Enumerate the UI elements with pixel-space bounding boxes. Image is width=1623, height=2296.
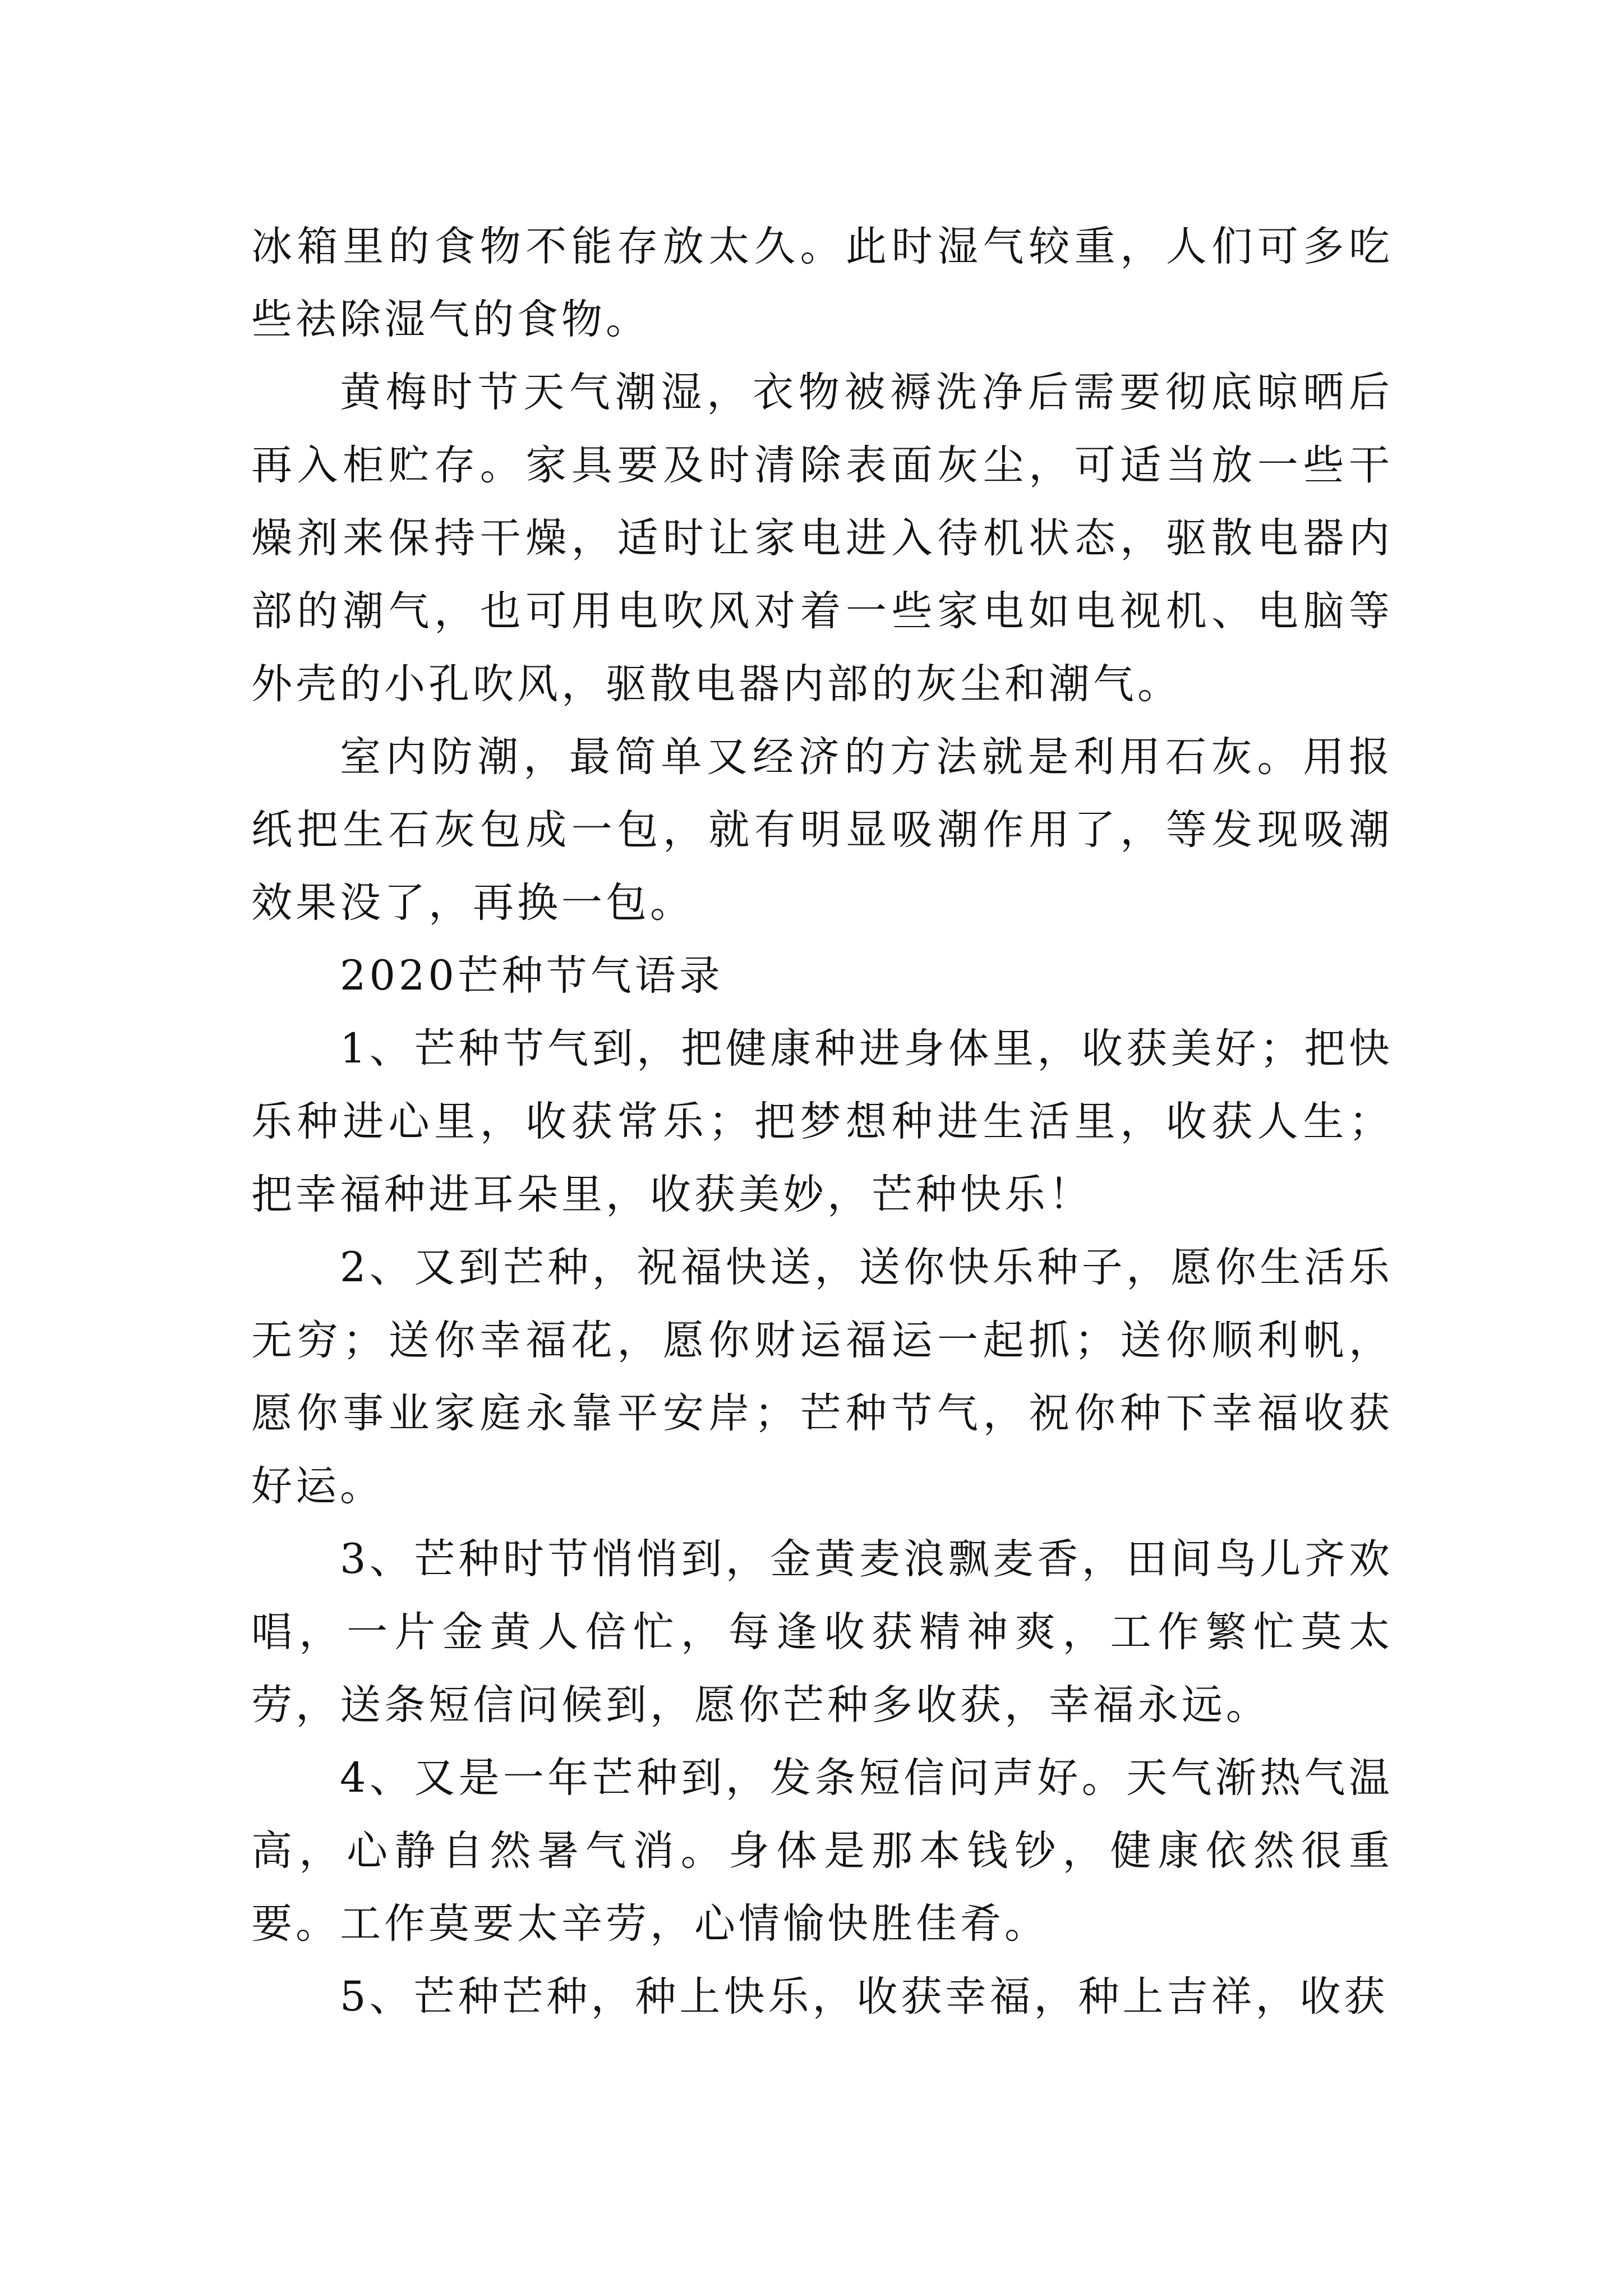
document-body [251,210,1393,2033]
quote-item: 5、芒种芒种，种上快乐，收获幸福，种上吉祥，收获 [340,1973,1389,2021]
quote-item: 1、芒种节气到，把健康种进身体里，收获美好；把快乐种进心里，收获常乐；把梦想种进生活里，收获人生；把幸福种进耳朵里，收获美妙，芒种快乐！ [251,1025,1393,1218]
paragraph-lime-dehumidify: 室内防潮，最简单又经济的方法就是利用石灰。用报纸把生石灰包成一包，就有明显吸潮作用了，等发现吸潮效果没了，再换一包。 [251,733,1393,927]
quote-item: 4、又是一年芒种到，发条短信问声好。天气渐热气温高，心静自然暑气消。身体是那本钱钞，健康依然很重要。工作莫要太辛劳，心情愉快胜佳肴。 [251,1754,1393,1948]
paragraph-humidity-care: 黄梅时节天气潮湿，衣物被褥洗净后需要彻底晾晒后再入柜贮存。家具要及时清除表面灰尘，可适当放一些干燥剂来保持干燥，适时让家电进入待机状态，驱散电器内部的潮气，也可用电吹风对着一些家电如电视机、电脑等外壳的小孔吹风，驱散电器内部的灰尘和潮气。 [251,369,1393,708]
quote-item: 3、芒种时节悄悄到，金黄麦浪飘麦香，田间鸟儿齐欢唱，一片金黄人倍忙，每逢收获精神爽，工作繁忙莫太劳，送条短信问候到，愿你芒种多收获，幸福永远。 [251,1535,1393,1729]
section-heading: 2020芒种节气语录 [340,952,723,1000]
quote-item: 2、又到芒种，祝福快送，送你快乐种子，愿你生活乐无穷；送你幸福花，愿你财运福运一起抓；送你顺利帆，愿你事业家庭永靠平安岸；芒种节气，祝你种下幸福收获好运。 [251,1244,1393,1510]
paragraph-food-storage: 冰箱里的食物不能存放太久。此时湿气较重，人们可多吃些祛除湿气的食物。 [251,223,1393,343]
